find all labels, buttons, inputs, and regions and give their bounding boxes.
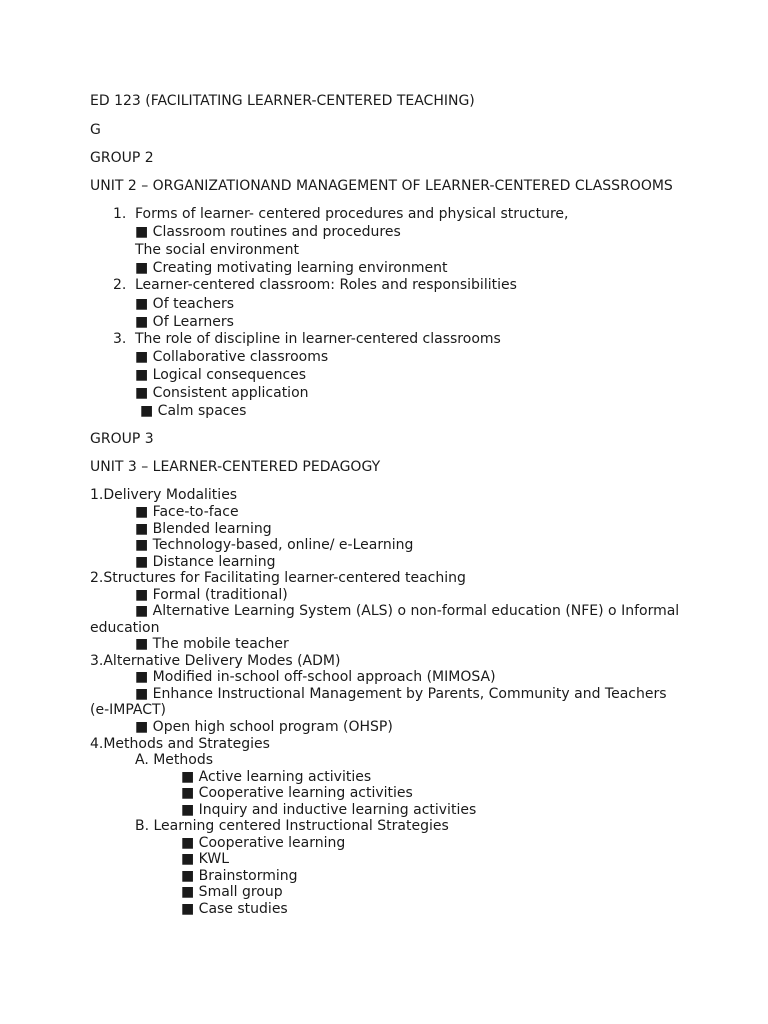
subheading-line: The social environment — [135, 242, 300, 258]
list-item: The role of discipline in learner-centered classrooms — [135, 331, 501, 347]
list-item: Learner-centered classroom: Roles and responsibilities — [135, 277, 517, 293]
wrapped-line: (e-IMPACT) — [90, 702, 167, 718]
unit2-title: UNIT 2 – ORGANIZATIONAND MANAGEMENT OF LEARNER-CENTERED CLASSROOMS — [90, 178, 673, 194]
bullet-item: ■ Formal (traditional) — [135, 587, 288, 603]
group2-label: GROUP 2 — [90, 150, 154, 166]
bullet-item: ■ Of Learners — [135, 314, 234, 330]
bullet-item: ■ KWL — [181, 851, 230, 867]
list-item: Forms of learner- centered procedures and physical structure, — [135, 206, 569, 222]
bullet-item: ■ Cooperative learning activities — [181, 785, 413, 801]
bullet-item: ■ Brainstorming — [181, 868, 298, 884]
subsection-label: B. Learning centered Instructional Strategies — [135, 818, 449, 834]
bullet-item: ■ Blended learning — [135, 521, 272, 537]
bullet-item: ■ Logical consequences — [135, 367, 307, 383]
list-number: 1. — [113, 206, 127, 222]
bullet-item: ■ Creating motivating learning environment — [135, 260, 448, 276]
bullet-item: ■ Alternative Learning System (ALS) o non-formal education (NFE) o Informal — [135, 603, 680, 619]
stray-letter: G — [90, 122, 101, 138]
bullet-item: ■ Technology-based, online/ e-Learning — [135, 537, 414, 553]
group3-label: GROUP 3 — [90, 431, 154, 447]
bullet-item: ■ Consistent application — [135, 385, 309, 401]
unit3-title: UNIT 3 – LEARNER-CENTERED PEDAGOGY — [90, 459, 381, 475]
bullet-item: ■ Case studies — [181, 901, 288, 917]
bullet-item: ■ Open high school program (OHSP) — [135, 719, 393, 735]
bullet-item: ■ Active learning activities — [181, 769, 372, 785]
bullet-item: ■ Cooperative learning — [181, 835, 346, 851]
bullet-item: ■ Collaborative classrooms — [135, 349, 329, 365]
bullet-item: ■ Calm spaces — [140, 403, 247, 419]
bullet-item: ■ Enhance Instructional Management by Parents, Community and Teachers — [135, 686, 667, 702]
section-heading: 1.Delivery Modalities — [90, 487, 238, 503]
section-heading: 4.Methods and Strategies — [90, 736, 270, 752]
bullet-item: ■ Distance learning — [135, 554, 276, 570]
bullet-item: ■ Inquiry and inductive learning activities — [181, 802, 477, 818]
wrapped-line: education — [90, 620, 160, 636]
list-number: 3. — [113, 331, 127, 347]
section-heading: 3.Alternative Delivery Modes (ADM) — [90, 653, 341, 669]
bullet-item: ■ The mobile teacher — [135, 636, 289, 652]
bullet-item: ■ Of teachers — [135, 296, 234, 312]
bullet-item: ■ Face-to-face — [135, 504, 239, 520]
subsection-label: A. Methods — [135, 752, 214, 768]
bullet-item: ■ Classroom routines and procedures — [135, 224, 401, 240]
list-number: 2. — [113, 277, 127, 293]
bullet-item: ■ Small group — [181, 884, 283, 900]
course-title: ED 123 (FACILITATING LEARNER-CENTERED TEACHING) — [90, 93, 475, 109]
section-heading: 2.Structures for Facilitating learner-centered teaching — [90, 570, 466, 586]
bullet-item: ■ Modified in-school off-school approach (MIMOSA) — [135, 669, 496, 685]
